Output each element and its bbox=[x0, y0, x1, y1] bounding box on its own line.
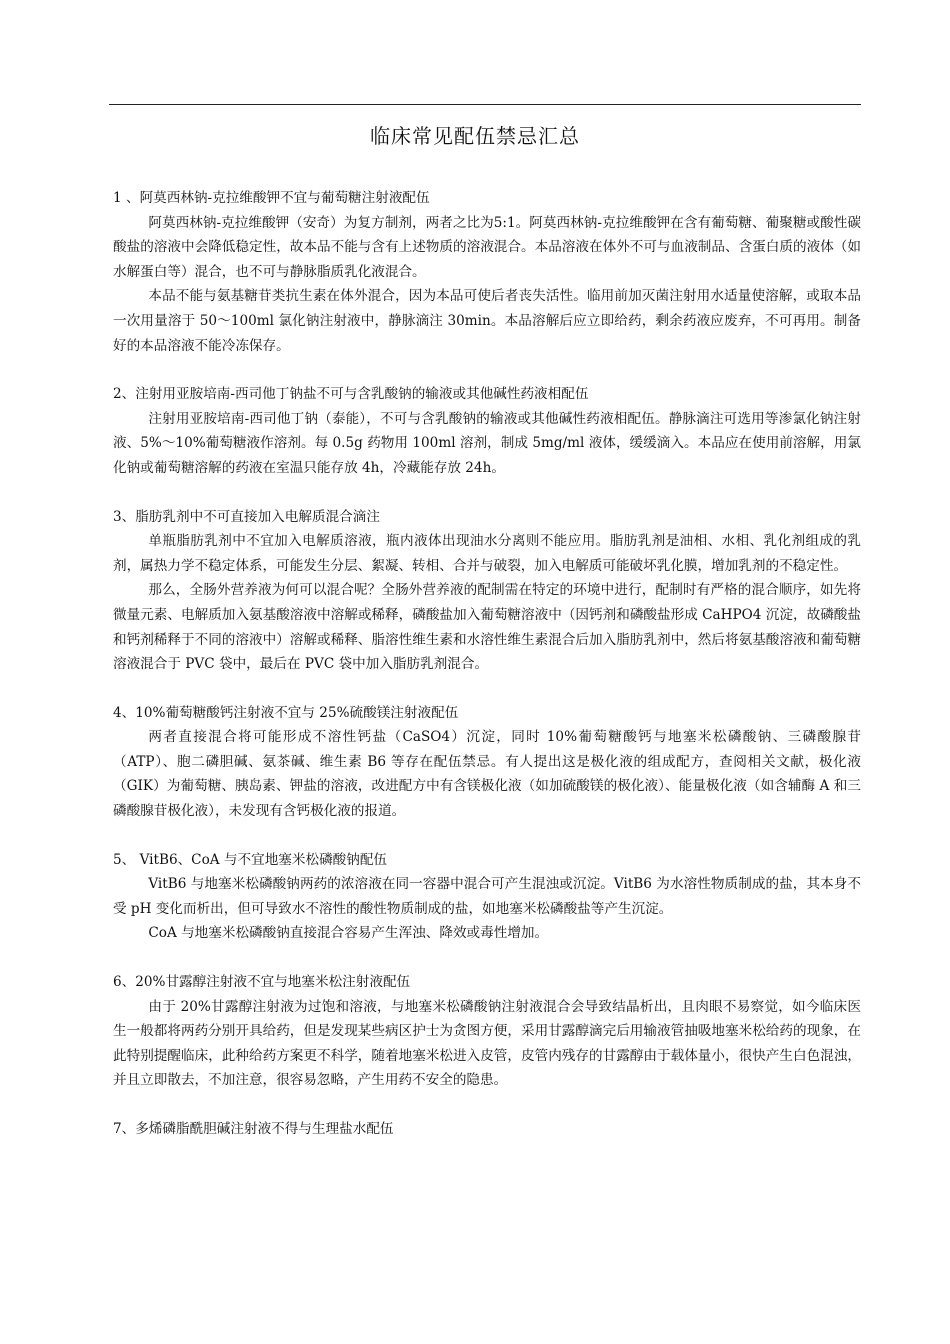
section-heading: 7、多烯磷脂酰胆碱注射液不得与生理盐水配伍 bbox=[113, 1121, 394, 1137]
section-heading: 3、脂肪乳剂中不可直接加入电解质混合滴注 bbox=[113, 508, 380, 525]
section-6 bbox=[113, 970, 861, 1093]
section-heading: 1 、阿莫西林钠-克拉维酸钾不宜与葡萄糖注射液配伍 bbox=[113, 190, 430, 206]
section-paragraph: VitB6 与地塞米松磷酸钠两药的浓溶液在同一容器中混合可产生混浊或沉淀。VitB6 为水溶性物质制成的盐，其本身不受 pH 变化而析出，但可导致水不溶性的酸性物质制成的盐，如地塞米松磷酸盐等产生沉淀。 bbox=[113, 876, 861, 917]
section-heading: 5、 VitB6、CoA 与不宜地塞米松磷酸钠配伍 bbox=[113, 851, 388, 868]
section-2 bbox=[113, 382, 861, 480]
section-7 bbox=[113, 1117, 861, 1142]
section-3 bbox=[113, 505, 861, 677]
section-paragraph: 由于 20%甘露醇注射液为过饱和溶液，与地塞米松磷酸钠注射液混合会导致结晶析出，且肉眼不易察觉，如今临床医生一般都将两药分别开具给药，但是发现某些病区护士为贪图方便，采用甘露醇滴完后用输液管抽吸地塞米松给药的现象，在此特别提醒临床，此种给药方案更不科学，随着地塞米松进入皮管，皮管内残存的甘露醇由于载体量小，很快产生白色混浊，并且立即散去，不加注意，很容易忽略，产生用药不安全的隐患。 bbox=[113, 998, 861, 1089]
document-title: 临床常见配伍禁忌汇总 bbox=[370, 124, 580, 148]
document-body bbox=[113, 186, 861, 1166]
section-paragraph: 那么，全肠外营养液为何可以混合呢？全肠外营养液的配制需在特定的环境中进行，配制时有严格的混合顺序，如先将微量元素、电解质加入氨基酸溶液中溶解或稀释，磷酸盐加入葡萄糖溶液中（因钙剂和磷酸盐形成 CaHPO4 沉淀，故磷酸盐和钙剂稀释于不同的溶液中）溶解或稀释、脂溶性维生素和水溶性维生素混合后加入脂肪乳剂中，然后将氨基酸溶液和葡萄糖溶液混合于 PVC 袋中，最后在 PVC 袋中加入脂肪乳剂混合。 bbox=[113, 582, 861, 673]
section-paragraph: 两者直接混合将可能形成不溶性钙盐（CaSO4）沉淀，同时 10%葡萄糖酸钙与地塞米松磷酸钠、三磷酸腺苷（ATP）、胞二磷胆碱、氨茶碱、维生素 B6 等存在配伍禁忌。有人提出这是极化液的组成配方，查阅相关文献，极化液（GIK）为葡萄糖、胰岛素、钾盐的溶液，改进配方中有含镁极化液（如加硫酸镁的极化液）、能量极化液（如含辅酶 A 和三磷酸腺苷极化液），未发现有含钙极化液的报道。 bbox=[113, 729, 861, 820]
section-paragraph: CoA 与地塞米松磷酸钠直接混合容易产生浑浊、降效或毒性增加。 bbox=[148, 925, 549, 942]
section-paragraph: 注射用亚胺培南-西司他丁钠（泰能），不可与含乳酸钠的输液或其他碱性药液相配伍。静脉滴注可选用等渗氯化钠注射液、5%～10%葡萄糖液作溶剂。每 0.5g 药物用 100ml 溶剂，制成 5mg/ml 液体，缓缓滴入。本品应在使用前溶解，用氯化钠或葡萄糖溶解的药液在室温只能存放 4h，冷藏能存放 24h。 bbox=[113, 410, 861, 476]
section-heading: 2、注射用亚胺培南-西司他丁钠盐不可与含乳酸钠的输液或其他碱性药液相配伍 bbox=[113, 386, 589, 403]
section-heading: 6、20%甘露醇注射液不宜与地塞米松注射液配伍 bbox=[113, 974, 411, 991]
section-paragraph: 阿莫西林钠-克拉维酸钾（安奇）为复方制剂，两者之比为5:1。阿莫西林钠-克拉维酸钾在含有葡萄糖、葡聚糖或酸性碳酸盐的溶液中会降低稳定性，故本品不能与含有上述物质的溶液混合。本品溶液在体外不可与血液制品、含蛋白质的液体（如水解蛋白等）混合，也不可与静脉脂质乳化液混合。 bbox=[113, 214, 861, 280]
section-1 bbox=[113, 186, 861, 358]
header-rule bbox=[109, 104, 861, 105]
section-paragraph: 本品不能与氨基糖苷类抗生素在体外混合，因为本品可使后者丧失活性。临用前加灭菌注射用水适量使溶解，或取本品一次用量溶于 50～100ml 氯化钠注射液中，静脉滴注 30min。本品溶解后应立即给药，剩余药液应废弃，不可再用。制备好的本品溶液不能冷冻保存。 bbox=[113, 288, 861, 354]
section-heading: 4、10%葡萄糖酸钙注射液不宜与 25%硫酸镁注射液配伍 bbox=[113, 704, 459, 721]
section-5 bbox=[113, 848, 861, 946]
section-paragraph: 单瓶脂肪乳剂中不宜加入电解质溶液，瓶内液体出现油水分离则不能应用。脂肪乳剂是油相、水相、乳化剂组成的乳剂，属热力学不稳定体系，可能发生分层、絮凝、转相、合并与破裂，加入电解质可能破坏乳化膜，增加乳剂的不稳定性。 bbox=[113, 533, 861, 574]
section-4 bbox=[113, 701, 861, 824]
